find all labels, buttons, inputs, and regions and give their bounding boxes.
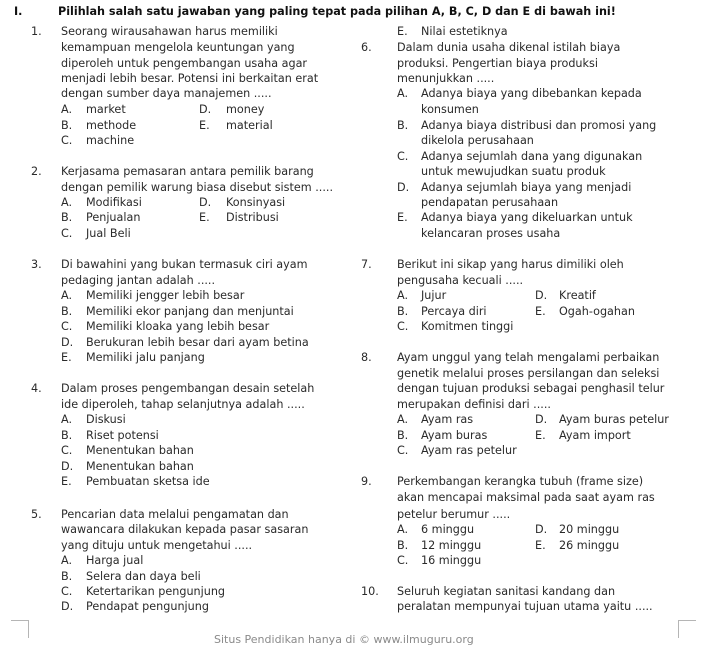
option-label: A. [397, 87, 409, 100]
option-text: Ketertarikan pengunjung [86, 585, 226, 598]
question-number: 4. [31, 382, 42, 395]
option-label: E. [61, 351, 72, 364]
option-label: A. [397, 413, 409, 426]
option-text: Memiliki kloaka yang lebih besar [86, 320, 270, 333]
question-text: Dalam proses pengembangan desain setelah [61, 382, 315, 395]
option-text: pendapatan perusahaan [421, 196, 559, 209]
option-text: money [226, 103, 265, 116]
question-text: Ayam unggul yang telah mengalami perbaikan [397, 351, 660, 364]
option-label: E. [397, 25, 408, 38]
option-text: Modifikasi [86, 196, 142, 209]
option-text: Ayam ras [421, 413, 474, 426]
option-label: D. [535, 523, 548, 536]
option-label: E. [535, 539, 546, 552]
question-text: Seluruh kegiatan sanitasi kandang dan [397, 585, 616, 598]
option-label: C. [397, 444, 409, 457]
question-number: 7. [361, 258, 372, 271]
option-label: B. [61, 119, 73, 132]
option-label: A. [61, 554, 73, 567]
option-text: methode [86, 119, 137, 132]
option-label: D. [535, 289, 548, 302]
question-number: 9. [361, 475, 372, 488]
question-text: wawancara dilakukan kepada pasar sasaran [61, 523, 309, 536]
question-text: pedaging jantan adalah ..... [61, 274, 216, 287]
option-text: Penjualan [86, 211, 141, 224]
option-text: 26 minggu [559, 539, 620, 552]
option-text: Ayam buras petelur [559, 413, 669, 426]
question-text: Di bawahini yang bukan termasuk ciri ayam [61, 258, 308, 271]
option-text: Ogah-ogahan [559, 305, 635, 318]
option-text: untuk mewujudkan suatu produk [421, 165, 606, 178]
option-label: C. [61, 227, 73, 240]
option-text: Percaya diri [421, 305, 487, 318]
option-text: 20 minggu [559, 523, 620, 536]
option-text: Menentukan bahan [86, 460, 194, 473]
option-text: Berukuran lebih besar dari ayam betina [86, 336, 309, 349]
footer-watermark: Situs Pendidikan hanya di © www.ilmuguru.org [214, 633, 474, 646]
option-label: C. [61, 320, 73, 333]
question-number: 2. [31, 165, 42, 178]
question-text: Perkembangan kerangka tubuh (frame size) [397, 475, 644, 488]
question-text: genetik melalui proses persilangan dan seleksi [397, 367, 660, 380]
option-label: A. [397, 289, 409, 302]
question-text: Seorang wirausahawan harus memiliki [61, 25, 278, 38]
option-text: Menentukan bahan [86, 444, 194, 457]
option-text: Diskusi [86, 413, 126, 426]
option-text: 12 minggu [421, 539, 482, 552]
option-text: Adanya sejumlah biaya yang menjadi [421, 181, 632, 194]
page-corner-right [678, 620, 696, 638]
question-text: diperoleh untuk pengembangan usaha agar [61, 57, 308, 70]
option-label: E. [61, 475, 72, 488]
question-text: yang dituju untuk mengetahui ..... [61, 539, 253, 552]
question-text: produksi. Pengertian biaya produksi [397, 57, 598, 70]
question-text: akan mencapai maksimal pada saat ayam ras [397, 491, 655, 504]
option-label: A. [397, 523, 409, 536]
question-text: menjadi lebih besar. Potensi ini berkaitan erat [61, 72, 319, 85]
option-label: C. [61, 585, 73, 598]
option-text: Adanya biaya yang dikeluarkan untuk [421, 211, 633, 224]
option-label: A. [61, 103, 73, 116]
option-text: konsumen [421, 103, 479, 116]
option-label: B. [397, 305, 409, 318]
question-number: 10. [361, 585, 379, 598]
option-text: Memiliki jengger lebih besar [86, 289, 245, 302]
option-text: Ayam ras petelur [421, 444, 517, 457]
question-text: peralatan mempunyai tujuan utama yaitu ..... [397, 600, 653, 613]
option-text: 16 minggu [421, 554, 482, 567]
option-label: D. [61, 600, 74, 613]
option-label: D. [199, 196, 212, 209]
option-label: C. [61, 134, 73, 147]
question-text: Dalam dunia usaha dikenal istilah biaya [397, 41, 621, 54]
option-label: E. [199, 211, 210, 224]
option-text: Distribusi [226, 211, 279, 224]
option-label: B. [397, 119, 409, 132]
option-label: D. [199, 103, 212, 116]
option-text: Jujur [421, 289, 447, 302]
question-text: kemampuan mengelola keuntungan yang [61, 41, 295, 54]
page-corner-left [11, 620, 29, 638]
option-text: Adanya biaya yang dibebankan kepada [421, 87, 642, 100]
option-label: B. [61, 211, 73, 224]
option-label: A. [61, 196, 73, 209]
question-number: 8. [361, 351, 372, 364]
option-label: B. [397, 539, 409, 552]
option-text: Memiliki ekor panjang dan menjuntai [86, 305, 294, 318]
option-label: C. [397, 150, 409, 163]
option-text: Ayam import [559, 429, 631, 442]
option-text: Pembuatan sketsa ide [86, 475, 210, 488]
question-text: merupakan definisi dari ..... [397, 398, 551, 411]
question-text: dengan pemilik warung biasa disebut sistem ..... [61, 181, 333, 194]
option-label: C. [61, 444, 73, 457]
question-text: menunjukkan ..... [397, 72, 495, 85]
option-label: D. [61, 460, 74, 473]
option-label: A. [61, 289, 73, 302]
question-text: pengusaha kecuali ..... [397, 274, 524, 287]
section-instruction: Pilihlah salah satu jawaban yang paling tepat pada pilihan A, B, C, D dan E di bawah ini! [58, 5, 616, 18]
question-number: 6. [361, 41, 372, 54]
option-text: Kreatif [559, 289, 596, 302]
question-text: dengan tujuan produksi sebagai penghasil telur [397, 382, 665, 395]
question-text: petelur berumur ..... [397, 508, 511, 521]
option-label: D. [535, 413, 548, 426]
option-text: Harga jual [86, 554, 144, 567]
option-label: C. [397, 554, 409, 567]
option-text: Konsinyasi [226, 196, 286, 209]
section-number: I. [14, 5, 23, 18]
option-label: B. [61, 570, 73, 583]
question-number: 1. [31, 25, 42, 38]
option-label: E. [199, 119, 210, 132]
option-label: B. [61, 429, 73, 442]
option-label: D. [61, 336, 74, 349]
option-text: Adanya biaya distribusi dan promosi yang [421, 119, 657, 132]
question-number: 3. [31, 258, 42, 271]
question-text: Berikut ini sikap yang harus dimiliki oleh [397, 258, 624, 271]
option-text: material [226, 119, 273, 132]
option-label: D. [397, 181, 410, 194]
option-text: Ayam buras [421, 429, 488, 442]
question-number: 5. [31, 508, 42, 521]
option-text: 6 minggu [421, 523, 475, 536]
question-text: dengan sumber daya manajemen ..... [61, 87, 272, 100]
option-text: Komitmen tinggi [421, 320, 514, 333]
option-text: market [86, 103, 126, 116]
option-text: Pendapat pengunjung [86, 600, 209, 613]
option-text: Selera dan daya beli [86, 570, 201, 583]
option-text: dikelola perusahaan [421, 134, 534, 147]
question-text: ide diperoleh, tahap selanjutnya adalah ..... [61, 398, 305, 411]
question-text: Pencarian data melalui pengamatan dan [61, 508, 289, 521]
option-text: Jual Beli [86, 227, 131, 240]
option-label: E. [535, 305, 546, 318]
option-text: Memiliki jalu panjang [86, 351, 205, 364]
option-text: machine [86, 134, 135, 147]
question-text: Kerjasama pemasaran antara pemilik barang [61, 165, 314, 178]
option-label: E. [535, 429, 546, 442]
option-label: E. [397, 211, 408, 224]
option-label: B. [61, 305, 73, 318]
option-text: Riset potensi [86, 429, 159, 442]
option-text: Adanya sejumlah dana yang digunakan [421, 150, 643, 163]
option-label: C. [397, 320, 409, 333]
option-label: B. [397, 429, 409, 442]
option-text: kelancaran proses usaha [421, 227, 561, 240]
option-label: A. [61, 413, 73, 426]
option-text: Nilai estetiknya [421, 25, 508, 38]
